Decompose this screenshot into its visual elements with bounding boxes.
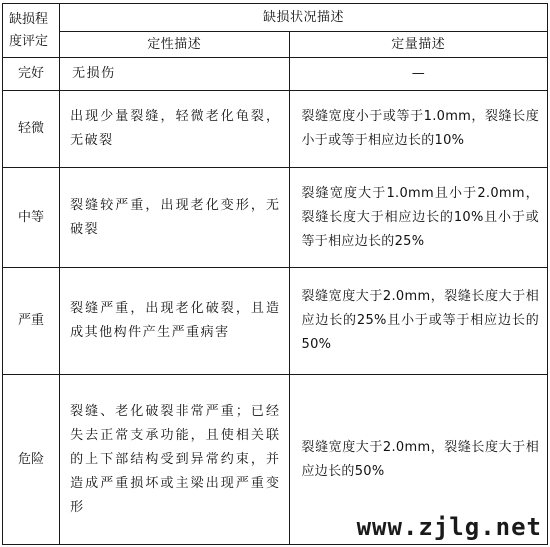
qualitative-cell: 裂缝严重，出现老化破裂，且造成其他构件产生严重病害: [60, 268, 289, 375]
table-row-moderate: [3, 168, 548, 268]
quantitative-cell: 裂缝宽度大于1.0mm且小于2.0mm，裂缝长度大于相应边长的10%且小于或等于相应边长的25%: [289, 168, 548, 268]
grade-cell: 严重: [3, 268, 60, 375]
grade-cell: 危险: [3, 375, 60, 545]
quantitative-cell: 裂缝宽度小于或等于1.0mm，裂缝长度小于或等于相应边长的10%: [289, 91, 548, 168]
qualitative-cell: 无损伤: [60, 58, 289, 91]
subheader-row: [3, 32, 548, 58]
quantitative-cell: 裂缝宽度大于2.0mm，裂缝长度大于相应边长的50%: [289, 375, 548, 545]
grade-cell: 完好: [3, 58, 60, 91]
qualitative-cell: 裂缝较严重，出现老化变形，无破裂: [60, 168, 289, 268]
quantitative-cell: —: [289, 58, 548, 91]
quantitative-header: 定量描述: [289, 32, 548, 58]
grade-column-header: 缺损程度评定: [3, 4, 60, 58]
qualitative-cell: 裂缝、老化破裂非常严重；已经失去正常支承功能，且使相关联的上下部结构受到异常约束，并造成严重损坏或主梁出现严重变形: [60, 375, 289, 545]
table-row-slight: [3, 91, 548, 168]
header-row: [3, 4, 548, 32]
description-group-header: 缺损状况描述: [60, 4, 548, 32]
table-row-severe: [3, 268, 548, 375]
grade-cell: 中等: [3, 168, 60, 268]
quantitative-cell: 裂缝宽度大于2.0mm，裂缝长度大于相应边长的25%且小于或等于相应边长的50%: [289, 268, 548, 375]
damage-grade-table: [2, 3, 548, 545]
grade-cell: 轻微: [3, 91, 60, 168]
table-row-good: [3, 58, 548, 91]
site-watermark: www.zjlg.net: [356, 513, 542, 541]
qualitative-header: 定性描述: [60, 32, 289, 58]
qualitative-cell: 出现少量裂缝，轻微老化龟裂，无破裂: [60, 91, 289, 168]
